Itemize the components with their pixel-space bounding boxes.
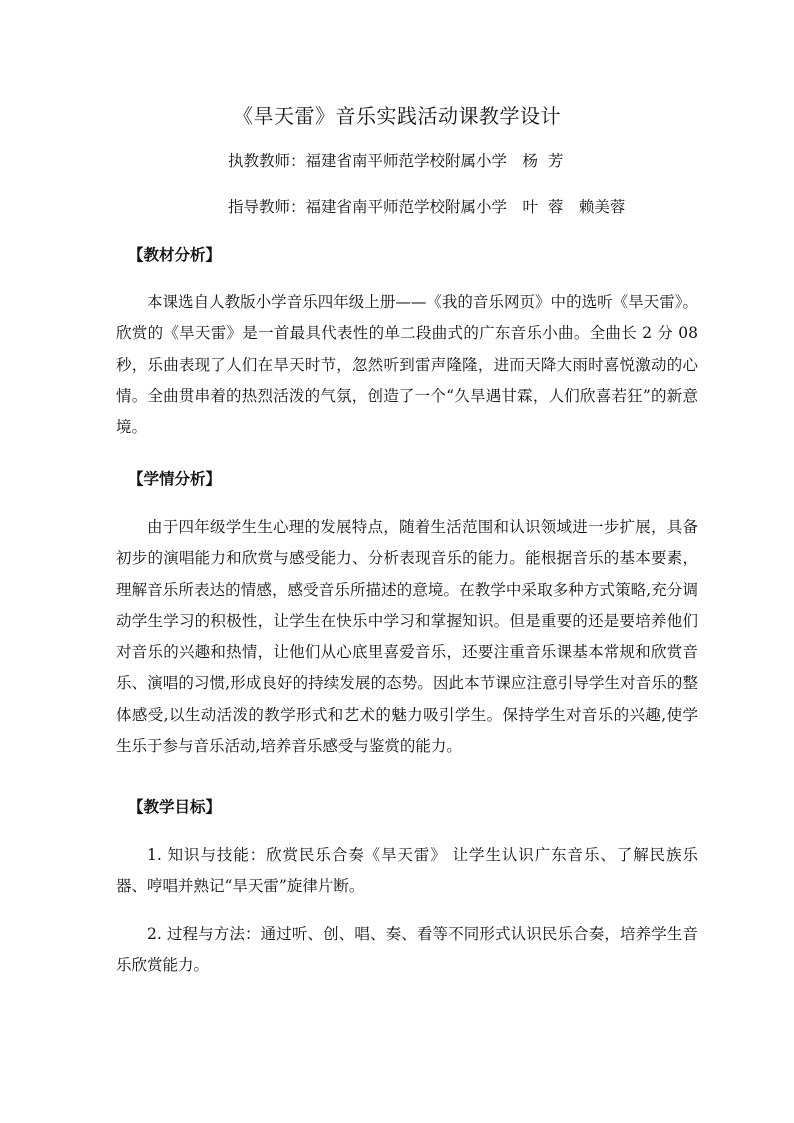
document-title: 《旱天雷》音乐实践活动课教学设计 <box>233 104 561 128</box>
section-heading-student-analysis: 【学情分析】 <box>128 469 222 488</box>
paragraph-material-analysis: 本课选自人教版小学音乐四年级上册——《我的音乐网页》中的选听《旱天雷》。欣赏的《旱天雷》是一首最具代表性的单二段曲式的广东音乐小曲。全曲长 2 分 08 秒，乐曲表现了人们在旱天时节，忽然听到雷声隆隆，进而天降大雨时喜悦激动的心情。全曲贯串着的热烈活泼的气氛，创造了一个“久旱遇甘霖，人们欣喜若狂”的新意境。 <box>116 293 698 437</box>
paragraph-student-analysis: 由于四年级学生生心理的发展特点，随着生活范围和认识领域进一步扩展，具备初步的演唱能力和欣赏与感受能力、分析表现音乐的能力。能根据音乐的基本要素，理解音乐所表达的情感，感受音乐所描述的意境。在教学中采取多种方式策略,充分调动学生学习的积极性，让学生在快乐中学习和掌握知识。但是重要的还是要培养他们对音乐的兴趣和热情，让他们从心底里喜爱音乐，还要注重音乐课基本常规和欣赏音乐、演唱的习惯,形成良好的持续发展的态势。因此本节课应注意引导学生对音乐的整体感受,以生动活泼的教学形式和艺术的魅力吸引学生。保持学生对音乐的兴趣,使学生乐于参与音乐活动,培养音乐感受与鉴赏的能力。 <box>116 518 698 756</box>
paragraph-goal-process-methods: 2. 过程与方法：通过听、创、唱、奏、看等不同形式认识民乐合奏，培养学生音乐欣赏能力。 <box>116 925 698 975</box>
lead-teacher-line: 执教教师：福建省南平师范学校附属小学 杨 芳 <box>228 152 564 170</box>
advisor-teacher-line: 指导教师：福建省南平师范学校附属小学 叶 蓉 赖美蓉 <box>228 198 626 216</box>
section-heading-material-analysis: 【教材分析】 <box>128 245 222 264</box>
paragraph-goal-knowledge-skills: 1. 知识与技能：欣赏民乐合奏《旱天雷》 让学生认识广东音乐、了解民族乐器、哼唱并熟记“旱天雷”旋律片断。 <box>116 846 698 896</box>
section-heading-teaching-goals: 【教学目标】 <box>128 797 222 816</box>
